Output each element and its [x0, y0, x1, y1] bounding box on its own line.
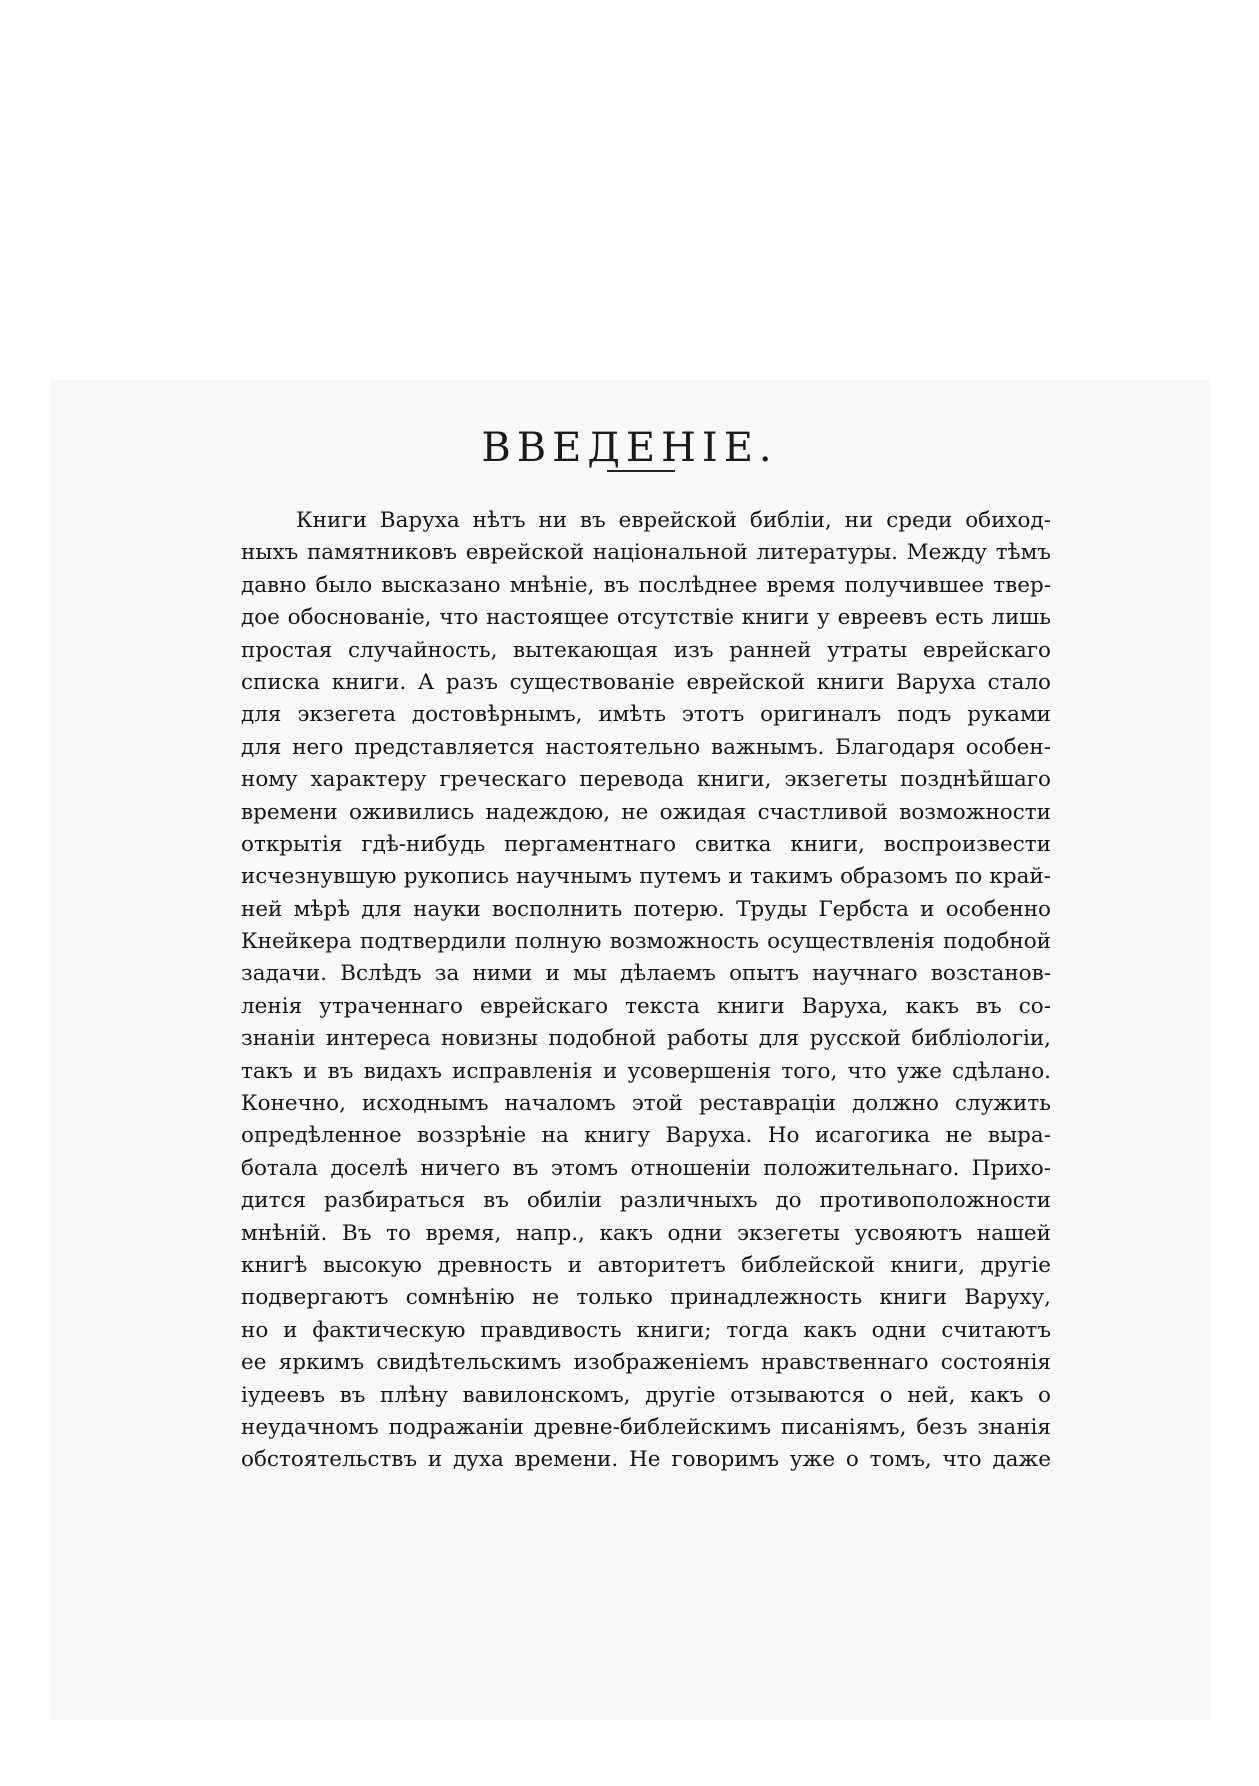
- text-line: Кнейкера подтвердили полную возможность осуществленія подобной: [241, 929, 1051, 955]
- text-line: ленія утраченнаго еврейскаго текста книги Варуха, какъ въ со-: [241, 993, 1051, 1019]
- text-line: мнѣній. Въ то время, напр., какъ одни экзегеты усвояютъ нашей: [241, 1220, 1051, 1246]
- text-line: опредѣленное воззрѣніе на книгу Варуха. Но исагогика не выра-: [241, 1123, 1051, 1149]
- text-line: списка книги. А разъ существованіе еврейской книги Варуха стало: [241, 669, 1051, 695]
- text-line: такъ и въ видахъ исправленія и усовершенія того, что уже сдѣлано.: [241, 1058, 1051, 1084]
- text-line: ней мѣрѣ для науки восполнить потерю. Труды Гербста и особенно: [241, 896, 1051, 922]
- text-line: Книги Варуха нѣтъ ни въ еврейской библіи, ни среди обиход-: [296, 508, 1051, 533]
- text-line: книгѣ высокую древность и авторитетъ библейской книги, другіе: [241, 1252, 1051, 1278]
- text-line: ее яркимъ свидѣтельскимъ изображеніемъ нравственнаго состоянія: [241, 1350, 1051, 1376]
- text-line: неудачномъ подражаніи древне-библейскимъ писаніямъ, безъ знанія: [241, 1414, 1051, 1440]
- text-line: времени оживились надеждою, не ожидая счастливой возможности: [241, 799, 1051, 825]
- text-line: ныхъ памятниковъ еврейской національной литературы. Между тѣмъ: [241, 540, 1051, 566]
- text-line: дится разбираться въ обиліи различныхъ до противоположности: [241, 1188, 1051, 1214]
- chapter-heading: ВВЕДЕНІЕ.: [481, 424, 778, 471]
- text-line: простая случайность, вытекающая изъ ранней утраты еврейскаго: [241, 637, 1051, 663]
- text-line: Конечно, исходнымъ началомъ этой реставраціи должно служить: [241, 1091, 1051, 1117]
- text-line: ботала доселѣ ничего въ этомъ отношеніи положительнаго. Прихо-: [241, 1155, 1051, 1181]
- text-line: подвергаютъ сомнѣнію не только принадлежность книги Варуху,: [241, 1285, 1051, 1311]
- text-line: открытія гдѣ-нибудь пергаментнаго свитка книги, воспроизвести: [241, 831, 1051, 857]
- text-line: дое обоснованіе, что настоящее отсутствіе книги у евреевъ есть лишь: [241, 605, 1051, 631]
- text-line: но и фактическую правдивость книги; тогда какъ одни считаютъ: [241, 1317, 1051, 1343]
- body-paragraph: [241, 505, 1051, 1477]
- text-line: обстоятельствъ и духа времени. Не говоримъ уже о томъ, что даже: [241, 1447, 1051, 1473]
- heading-divider: [607, 470, 675, 472]
- text-line: ному характеру греческаго перевода книги, экзегеты позднѣйшаго: [241, 767, 1051, 793]
- text-line: для экзегета достовѣрнымъ, имѣть этотъ оригиналъ подъ руками: [241, 702, 1051, 728]
- text-line: для него представляется настоятельно важнымъ. Благодаря особен-: [241, 734, 1051, 760]
- text-line: іудеевъ въ плѣну вавилонскомъ, другіе отзываются о ней, какъ о: [241, 1382, 1051, 1408]
- text-line: исчезнувшую рукопись научнымъ путемъ и такимъ образомъ по край-: [241, 864, 1051, 890]
- text-line: давно было высказано мнѣніе, въ послѣднее время получившее твер-: [241, 572, 1051, 598]
- text-line: знаніи интереса новизны подобной работы для русской библіологіи,: [241, 1026, 1051, 1052]
- text-line: задачи. Вслѣдъ за ними и мы дѣлаемъ опытъ научнаго возстанов-: [241, 961, 1051, 987]
